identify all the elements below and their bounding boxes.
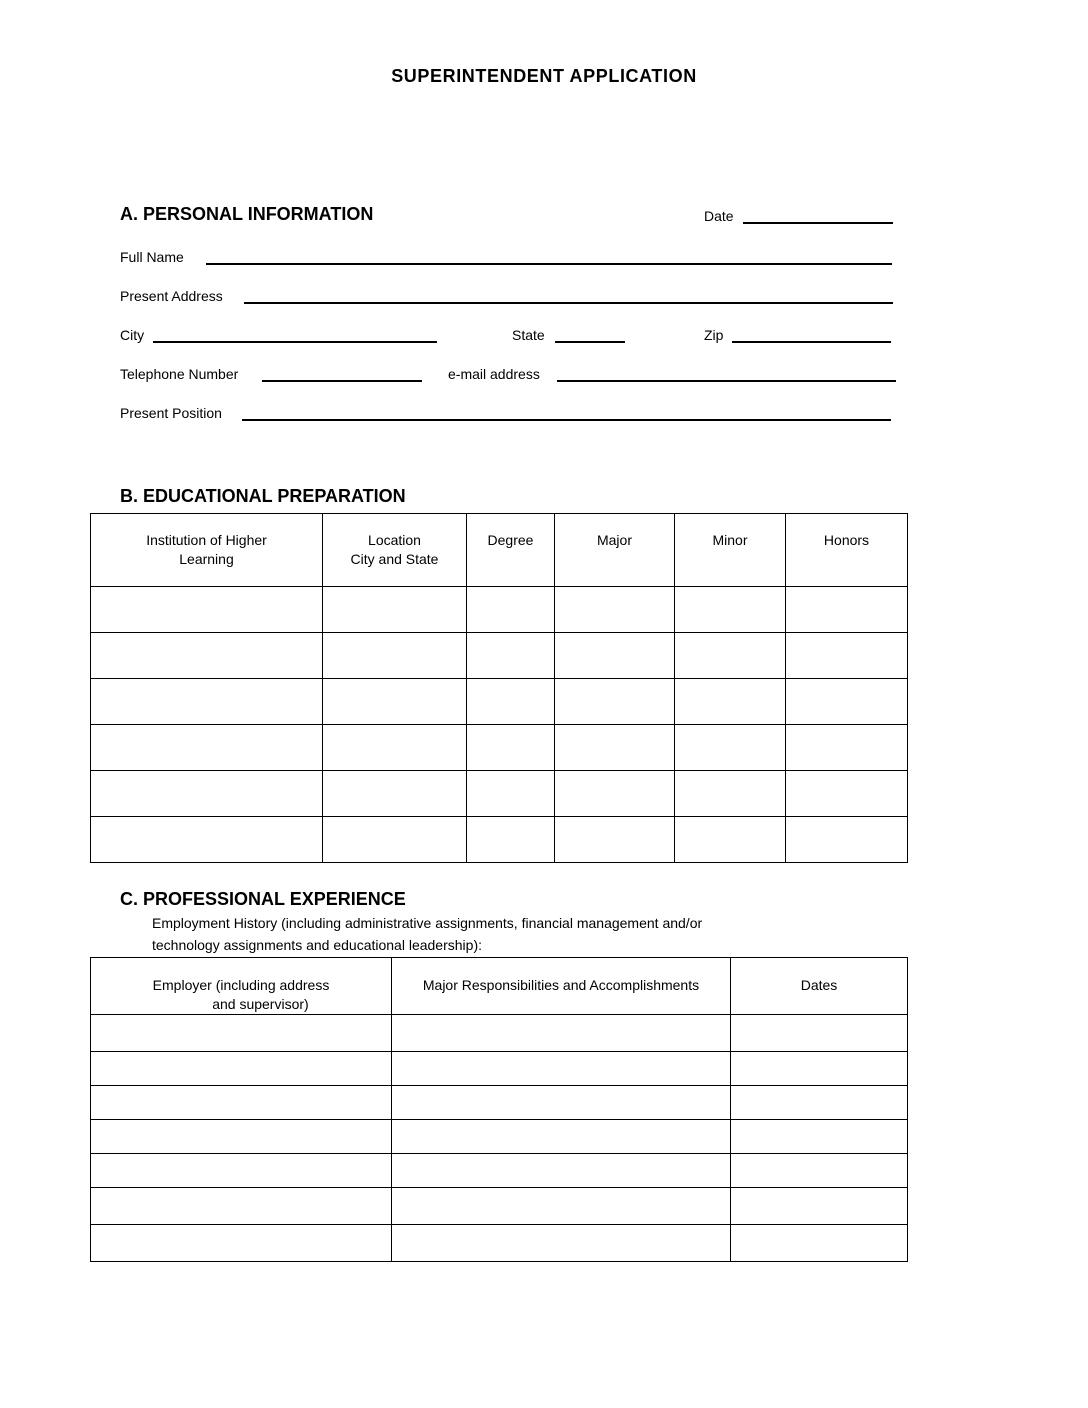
- table-cell[interactable]: [467, 817, 555, 863]
- table-cell[interactable]: [467, 633, 555, 679]
- email-field[interactable]: [557, 380, 896, 382]
- col-employer: Employer (including address and supervisor): [91, 958, 392, 1015]
- table-row: [91, 679, 908, 725]
- col-honors: Honors: [786, 514, 908, 587]
- col-minor: Minor: [675, 514, 786, 587]
- table-cell[interactable]: [467, 771, 555, 817]
- table-cell[interactable]: [555, 679, 675, 725]
- col-major: Major: [555, 514, 675, 587]
- table-cell[interactable]: [555, 771, 675, 817]
- table-cell[interactable]: [392, 1225, 731, 1262]
- table-row: [91, 1154, 908, 1188]
- table-row: [91, 587, 908, 633]
- table-cell[interactable]: [323, 771, 467, 817]
- section-c-subtitle-line2: technology assignments and educational leadership):: [152, 937, 482, 953]
- table-cell[interactable]: [675, 771, 786, 817]
- col-responsibilities: Major Responsibilities and Accomplishments: [392, 958, 731, 1015]
- table-cell[interactable]: [675, 725, 786, 771]
- zip-label: Zip: [704, 327, 724, 343]
- document-title: SUPERINTENDENT APPLICATION: [391, 66, 697, 86]
- table-cell[interactable]: [675, 817, 786, 863]
- employment-table: [90, 957, 908, 1262]
- table-cell[interactable]: [392, 1086, 731, 1120]
- col-dates: Dates: [731, 958, 908, 1015]
- table-cell[interactable]: [392, 1015, 731, 1052]
- table-cell[interactable]: [675, 679, 786, 725]
- table-cell[interactable]: [323, 725, 467, 771]
- table-row: [91, 1188, 908, 1225]
- table-cell[interactable]: [91, 679, 323, 725]
- table-cell[interactable]: [675, 587, 786, 633]
- table-cell[interactable]: [91, 587, 323, 633]
- table-row: [91, 771, 908, 817]
- table-cell[interactable]: [91, 1188, 392, 1225]
- table-cell[interactable]: [91, 1052, 392, 1086]
- table-row: [91, 1052, 908, 1086]
- table-row: [91, 1120, 908, 1154]
- education-table: [90, 513, 908, 863]
- table-cell[interactable]: [91, 771, 323, 817]
- table-cell[interactable]: [392, 1052, 731, 1086]
- table-cell[interactable]: [392, 1188, 731, 1225]
- section-c-heading: C. PROFESSIONAL EXPERIENCE: [120, 889, 406, 909]
- table-cell[interactable]: [786, 817, 908, 863]
- table-row: [91, 633, 908, 679]
- table-cell[interactable]: [467, 679, 555, 725]
- table-cell[interactable]: [555, 817, 675, 863]
- table-cell[interactable]: [675, 633, 786, 679]
- col-location: Location City and State: [323, 514, 467, 587]
- table-cell[interactable]: [786, 587, 908, 633]
- table-cell[interactable]: [786, 633, 908, 679]
- table-cell[interactable]: [392, 1120, 731, 1154]
- present-address-label: Present Address: [120, 288, 223, 304]
- table-cell[interactable]: [91, 1120, 392, 1154]
- present-position-label: Present Position: [120, 405, 222, 421]
- table-cell[interactable]: [323, 587, 467, 633]
- table-cell[interactable]: [555, 633, 675, 679]
- table-cell[interactable]: [91, 1086, 392, 1120]
- state-field[interactable]: [555, 341, 625, 343]
- table-cell[interactable]: [731, 1154, 908, 1188]
- table-cell[interactable]: [91, 817, 323, 863]
- table-cell[interactable]: [555, 587, 675, 633]
- table-cell[interactable]: [731, 1120, 908, 1154]
- table-cell[interactable]: [731, 1052, 908, 1086]
- col-degree: Degree: [467, 514, 555, 587]
- table-row: [91, 725, 908, 771]
- table-cell[interactable]: [91, 1015, 392, 1052]
- telephone-label: Telephone Number: [120, 366, 239, 382]
- table-row: [91, 1015, 908, 1052]
- table-cell[interactable]: [731, 1086, 908, 1120]
- telephone-field[interactable]: [262, 380, 422, 382]
- city-label: City: [120, 327, 145, 343]
- date-label: Date: [704, 208, 734, 224]
- city-field[interactable]: [153, 341, 437, 343]
- table-row: [91, 817, 908, 863]
- section-c-subtitle-line1: Employment History (including administrative assignments, financial management and/or: [152, 915, 703, 931]
- table-cell[interactable]: [323, 679, 467, 725]
- table-cell[interactable]: [91, 633, 323, 679]
- table-cell[interactable]: [555, 725, 675, 771]
- table-cell[interactable]: [731, 1188, 908, 1225]
- zip-field[interactable]: [732, 341, 891, 343]
- table-cell[interactable]: [91, 1154, 392, 1188]
- full-name-label: Full Name: [120, 249, 184, 265]
- section-b-heading: B. EDUCATIONAL PREPARATION: [120, 486, 406, 506]
- table-cell[interactable]: [786, 725, 908, 771]
- present-position-field[interactable]: [242, 419, 891, 421]
- email-label: e-mail address: [448, 366, 540, 382]
- present-address-field[interactable]: [244, 302, 893, 304]
- table-row: [91, 1086, 908, 1120]
- table-cell[interactable]: [786, 679, 908, 725]
- table-cell[interactable]: [392, 1154, 731, 1188]
- full-name-field[interactable]: [206, 263, 892, 265]
- table-cell[interactable]: [467, 725, 555, 771]
- table-cell[interactable]: [91, 725, 323, 771]
- section-a-heading: A. PERSONAL INFORMATION: [120, 204, 374, 224]
- table-cell[interactable]: [323, 817, 467, 863]
- table-row: [91, 1225, 908, 1262]
- table-cell[interactable]: [731, 1225, 908, 1262]
- col-institution: Institution of Higher Learning: [91, 514, 323, 587]
- table-cell[interactable]: [323, 633, 467, 679]
- table-cell[interactable]: [731, 1015, 908, 1052]
- date-field[interactable]: [743, 222, 893, 224]
- table-cell[interactable]: [786, 771, 908, 817]
- state-label: State: [512, 327, 545, 343]
- table-cell[interactable]: [91, 1225, 392, 1262]
- table-cell[interactable]: [467, 587, 555, 633]
